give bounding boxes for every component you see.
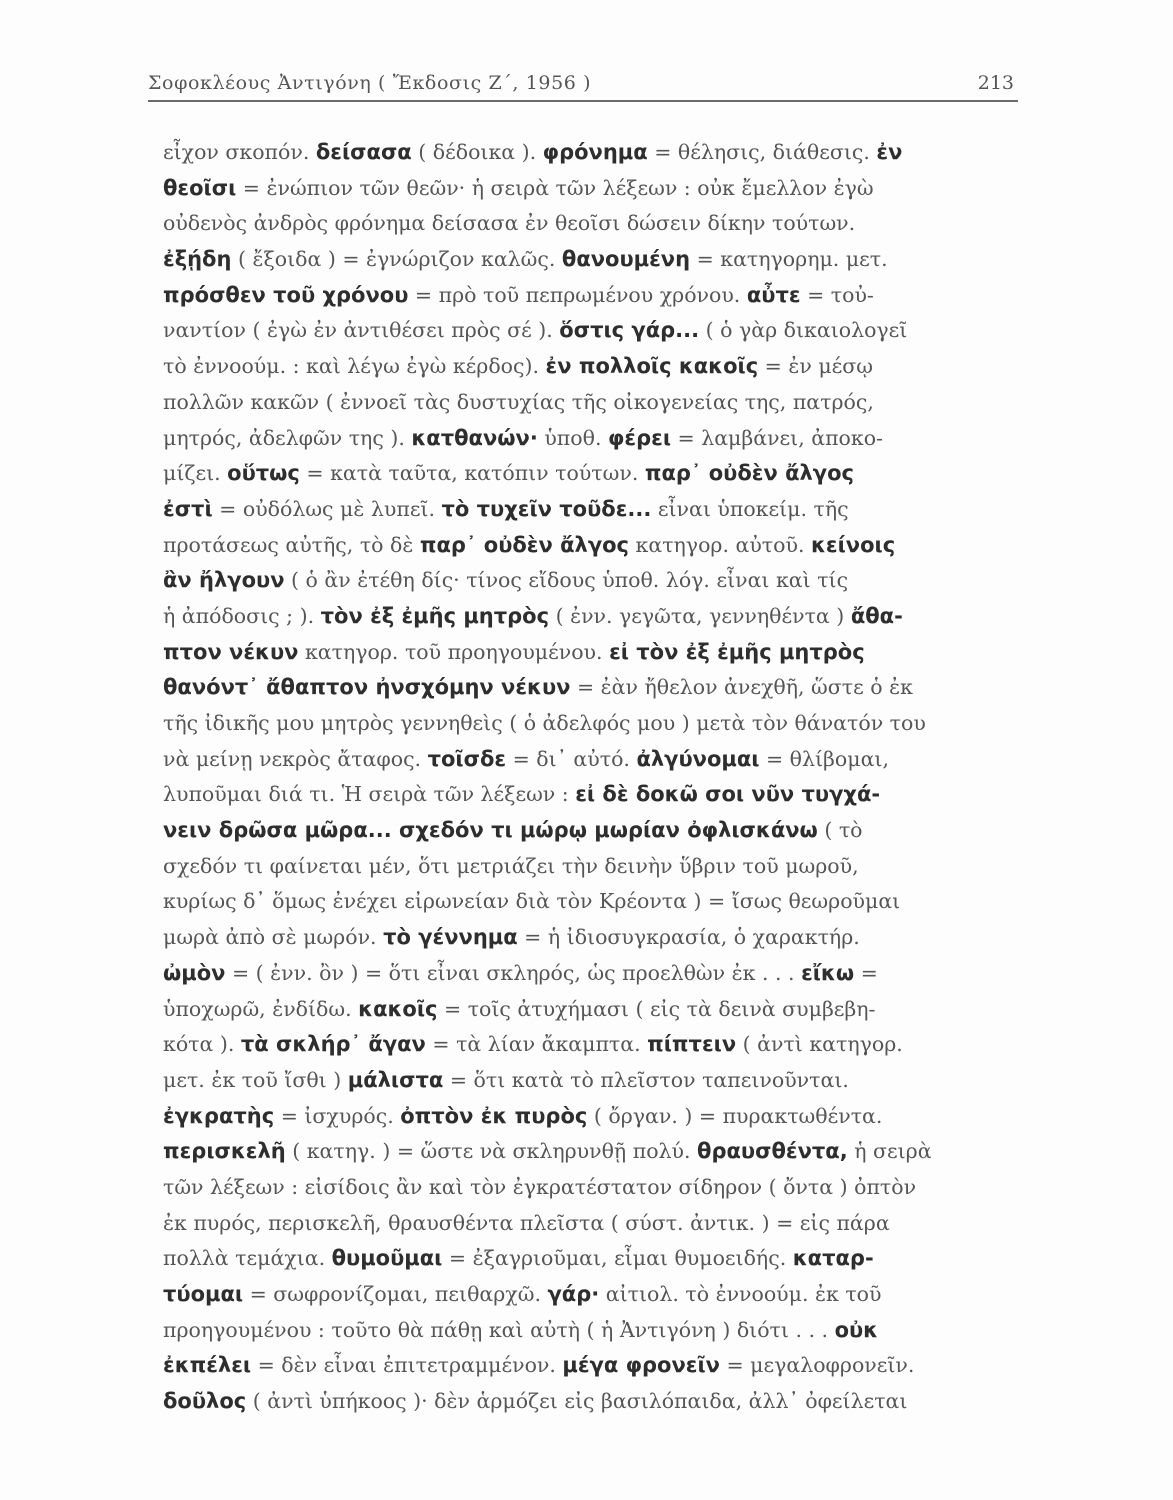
lemma-term: τοῖσδε — [427, 746, 507, 771]
gloss-text: νὰ μείνῃ νεκρὸς ἄταφος. — [163, 746, 428, 771]
gloss-text: ἐκ πυρός, περισκελῆ, θραυσθέντα πλεῖστα ( σύστ. ἀντικ. ) = εἰς πάρα — [163, 1210, 890, 1235]
text-line — [163, 1206, 1023, 1242]
gloss-text: ( δέδοικα ). — [411, 140, 543, 164]
lemma-term: ὅστις γάρ... — [559, 318, 700, 343]
lemma-term: καταρ- — [792, 1246, 874, 1271]
lemma-term: ὀπτὸν ἐκ πυρὸς — [400, 1103, 588, 1128]
lemma-term: εἰ δὲ δοκῶ σοι νῦν τυγχά- — [575, 782, 881, 807]
text-line — [163, 956, 1023, 992]
gloss-text: ( ὄργαν. ) = πυρακτωθέντα. — [587, 1103, 883, 1128]
lemma-term: δείσασα — [315, 140, 412, 164]
lemma-term: πρόσθεν τοῦ χρόνου — [163, 282, 409, 307]
gloss-text: = πρὸ τοῦ πεπρωμένου χρόνου. — [408, 282, 747, 307]
text-line — [163, 385, 1023, 421]
gloss-text: πολλῶν κακῶν ( ἐννοεῖ τὰς δυστυχίας τῆς οἰκογενείας της, πατρός, — [163, 389, 874, 414]
lemma-term: εἴκω — [801, 960, 855, 985]
lemma-term: ἐκπέλει — [163, 1353, 252, 1378]
text-line — [163, 742, 1023, 778]
gloss-text: = ὅτι κατὰ τὸ πλεῖστον ταπεινοῦνται. — [443, 1067, 849, 1092]
lemma-term: οὐκ — [834, 1317, 879, 1342]
gloss-text: μητρός, ἀδελφῶν της ). — [163, 425, 412, 450]
gloss-text: εἶχον σκοπόν. — [163, 140, 316, 164]
text-line — [163, 1313, 1023, 1349]
text-line — [163, 421, 1023, 457]
gloss-text: = τοῖς ἀτυχήμασι ( εἰς τὰ δεινὰ συμβεβη- — [437, 996, 876, 1021]
gloss-text: = ( ἐνν. ὂν ) = ὅτι εἶναι σκληρός, ὡς προελθὼν ἐκ . . . — [225, 960, 802, 985]
gloss-text: = οὐδόλως μὲ λυπεῖ. — [212, 496, 442, 521]
lemma-term: πτον νέκυν — [163, 639, 299, 664]
gloss-text: ἡ ἀπόδοσις ; ). — [163, 603, 321, 628]
text-line — [163, 920, 1023, 956]
text-line — [163, 313, 1023, 349]
lemma-term: μέγα φρονεῖν — [562, 1353, 720, 1378]
lemma-term: ἐστὶ — [163, 496, 213, 521]
lemma-term: παρ᾽ οὐδὲν ἄλγος — [419, 532, 630, 557]
lemma-term: ἐγκρατὴς — [163, 1103, 275, 1128]
lemma-term: φρόνημα — [542, 140, 648, 164]
lemma-term: θυμοῦμαι — [331, 1246, 443, 1271]
gloss-text: τῶν λέξεων : εἰσίδοις ἂν καὶ τὸν ἐγκρατέστατον σίδηρον ( ὄντα ) ὀπτὸν — [163, 1174, 917, 1199]
gloss-text: ( ὁ γὰρ δικαιολογεῖ — [699, 318, 908, 343]
text-line — [163, 1277, 1023, 1313]
text-line — [163, 777, 1023, 813]
gloss-text: σχεδόν τι φαίνεται μέν, ὅτι μετριάζει τὴν δεινὴν ὕβριν τοῦ μωροῦ, — [163, 853, 859, 878]
lemma-term: ἐν — [876, 140, 903, 164]
lemma-term: ἄθα- — [850, 603, 903, 628]
lemma-term: ἐξῄδη — [163, 247, 232, 272]
gloss-text: εἶναι ὑποκείμ. τῆς — [651, 496, 849, 521]
gloss-text: πολλὰ τεμάχια. — [163, 1246, 332, 1271]
text-line — [163, 278, 1023, 314]
gloss-text: = ἰσχυρός. — [274, 1103, 401, 1128]
gloss-text: οὐδενὸς ἀνδρὸς φρόνημα δείσασα ἐν θεοῖσι δώσειν δίκην τούτων. — [163, 211, 856, 236]
gloss-text: ( ἀντὶ ὑπήκοος )· δὲν ἁρμόζει εἰς βασιλόπαιδα, ἀλλ᾽ ὀφείλεται — [246, 1389, 908, 1414]
lemma-term: κακοῖς — [358, 996, 438, 1021]
gloss-text: προτάσεως αὐτῆς, τὸ δὲ — [163, 532, 420, 557]
text-line — [163, 1099, 1023, 1135]
gloss-text: = θλίβομαι, — [759, 746, 889, 771]
gloss-text: κατηγορ. τοῦ προηγουμένου. — [298, 639, 610, 664]
gloss-text: = θέλησις, διάθεσις. — [647, 140, 877, 164]
lemma-term: ἂν ἤλγουν — [163, 568, 285, 593]
text-line — [163, 1170, 1023, 1206]
gloss-text: λυποῦμαι διά τι. Ἡ σειρὰ τῶν λέξεων : — [163, 782, 576, 807]
text-line — [163, 492, 1023, 528]
lemma-term: τὸ γέννημα — [383, 925, 518, 950]
lemma-term: παρ᾽ οὐδὲν ἄλγος — [644, 461, 854, 486]
gloss-text: ( τὸ — [817, 818, 863, 843]
lemma-term: θραυσθέντα, — [697, 1139, 848, 1164]
text-line — [163, 1134, 1023, 1170]
gloss-text: αἰτιολ. τὸ ἐννοούμ. ἐκ τοῦ — [599, 1282, 882, 1306]
gloss-text: = ἐὰν ἤθελον ἀνεχθῆ, ὥστε ὁ ἐκ — [570, 675, 913, 700]
gloss-text: = σωφρονίζομαι, πειθαρχῶ. — [243, 1282, 548, 1306]
gloss-text: = ἡ ἰδιοσυγκρασία, ὁ χαρακτήρ. — [517, 925, 860, 950]
gloss-text: μίζει. — [163, 461, 228, 486]
lemma-term: τὰ σκλήρ᾽ ἄγαν — [240, 1032, 426, 1057]
lemma-term: ἀλγύνομαι — [636, 746, 760, 771]
lemma-term: ὠμὸν — [163, 960, 226, 985]
text-line — [163, 884, 1023, 920]
lemma-term: τὸ τυχεῖν τοῦδε... — [441, 496, 652, 521]
text-line — [163, 599, 1023, 635]
lemma-term: θεοῖσι — [163, 175, 237, 200]
text-line — [163, 242, 1023, 278]
gloss-text: ( ὁ ἂν ἐτέθη δίς· τίνος εἴδους ὑποθ. λόγ. εἶναι καὶ τίς — [284, 568, 849, 593]
gloss-text: κυρίως δ᾽ ὅμως ἐνέχει εἰρωνείαν διὰ τὸν Κρέοντα ) = ἴσως θεωροῦμαι — [163, 889, 901, 914]
gloss-text: = κατηγορημ. μετ. — [690, 247, 888, 272]
gloss-text: ( κατηγ. ) = ὥστε νὰ σκληρυνθῇ πολύ. — [285, 1139, 698, 1164]
gloss-text: = μεγαλοφρονεῖν. — [719, 1353, 915, 1378]
lemma-term: αὖτε — [746, 282, 801, 307]
gloss-text: ἡ σειρὰ — [847, 1139, 932, 1164]
text-line — [163, 528, 1023, 564]
text-line — [163, 1027, 1023, 1063]
text-line — [163, 1384, 1023, 1420]
header-title: Σοφοκλέους Ἀντιγόνη ( Ἔκδοσις Ζ΄, 1956 ) — [148, 72, 592, 94]
gloss-text: μωρὰ ἀπὸ σὲ μωρόν. — [163, 925, 384, 950]
text-line — [163, 635, 1023, 671]
gloss-text: μετ. ἐκ τοῦ ἴσθι ) — [163, 1067, 348, 1092]
running-header — [148, 66, 1018, 102]
lemma-term: κατθανών· — [411, 425, 538, 450]
lemma-term: φέρει — [607, 425, 672, 450]
text-line — [163, 670, 1023, 706]
gloss-text: = τὰ λίαν ἄκαμπτα. — [425, 1032, 648, 1057]
lemma-term: τὸν ἐξ ἐμῆς μητρὸς — [320, 603, 550, 628]
gloss-text: = δὲν εἶναι ἐπιτετραμμένον. — [251, 1353, 563, 1378]
gloss-text: = τοὐ- — [800, 282, 874, 307]
lemma-term: θανουμένη — [561, 247, 691, 272]
lemma-term: ἐν πολλοῖς κακοῖς — [545, 354, 759, 379]
gloss-text: = λαμβάνει, ἀποκο- — [671, 425, 883, 450]
gloss-text: κότα ). — [163, 1032, 241, 1057]
lemma-term: περισκελῆ — [163, 1139, 286, 1164]
gloss-text: = ἐξαγριοῦμαι, εἶμαι θυμοειδής. — [442, 1246, 793, 1271]
lemma-term: μάλιστα — [347, 1067, 444, 1092]
gloss-text: ( ἀντὶ κατηγορ. — [736, 1032, 903, 1057]
gloss-text: = κατὰ ταῦτα, κατόπιν τούτων. — [299, 461, 645, 486]
text-line — [163, 706, 1023, 742]
text-line — [163, 1241, 1023, 1277]
gloss-text: ( ἐνν. γεγῶτα, γεννηθέντα ) — [549, 603, 851, 628]
text-line — [163, 206, 1023, 242]
text-line — [163, 992, 1023, 1028]
lemma-term: κείνοις — [810, 532, 896, 557]
gloss-text: τὸ ἐννοούμ. : καὶ λέγω ἐγὼ κέρδος). — [163, 354, 546, 379]
page-number: 213 — [977, 72, 1014, 94]
gloss-text: ὑποθ. — [537, 425, 608, 450]
text-line — [163, 171, 1023, 207]
text-line — [163, 849, 1023, 885]
text-line — [163, 813, 1023, 849]
lemma-term: γάρ· — [547, 1282, 600, 1306]
gloss-text: = δι᾽ αὐτό. — [506, 746, 637, 771]
commentary-text — [163, 135, 1023, 1420]
lemma-term: τύομαι — [163, 1282, 244, 1306]
text-line — [163, 1348, 1023, 1384]
text-line — [163, 1063, 1023, 1099]
text-line — [163, 349, 1023, 385]
gloss-text: ὑποχωρῶ, ἐνδίδω. — [163, 996, 359, 1021]
text-line — [163, 135, 1023, 171]
gloss-text: ( ἔξοιδα ) = ἐγνώριζον καλῶς. — [231, 247, 562, 272]
text-line — [163, 456, 1023, 492]
lemma-term: νειν δρῶσα μῶρα... σχεδόν τι μώρῳ μωρίαν ὀφλισκάνω — [163, 818, 818, 843]
lemma-term: οὕτως — [227, 461, 300, 486]
gloss-text: κατηγορ. αὐτοῦ. — [629, 532, 811, 557]
gloss-text: ναντίον ( ἐγὼ ἐν ἀντιθέσει πρὸς σέ ). — [163, 318, 560, 343]
gloss-text: = ἐνώπιον τῶν θεῶν· ἡ σειρὰ τῶν λέξεων : οὐκ ἔμελλον ἐγὼ — [236, 175, 874, 200]
lemma-term: εἰ τὸν ἐξ ἐμῆς μητρὸς — [609, 639, 865, 664]
gloss-text: προηγουμένου : τοῦτο θὰ πάθῃ καὶ αὐτὴ ( ἡ Ἀντιγόνη ) διότι . . . — [163, 1317, 835, 1342]
text-line — [163, 563, 1023, 599]
lemma-term: θανόντ᾽ ἄθαπτον ἠνσχόμην νέκυν — [163, 675, 571, 700]
lemma-term: πίπτειν — [647, 1032, 737, 1057]
gloss-text: τῆς ἰδικῆς μου μητρὸς γεννηθεὶς ( ὁ ἀδελφός μου ) μετὰ τὸν θάνατόν του — [163, 711, 926, 735]
lemma-term: δοῦλος — [163, 1389, 247, 1414]
gloss-text: = — [854, 960, 878, 985]
gloss-text: = ἐν μέσῳ — [758, 354, 873, 379]
